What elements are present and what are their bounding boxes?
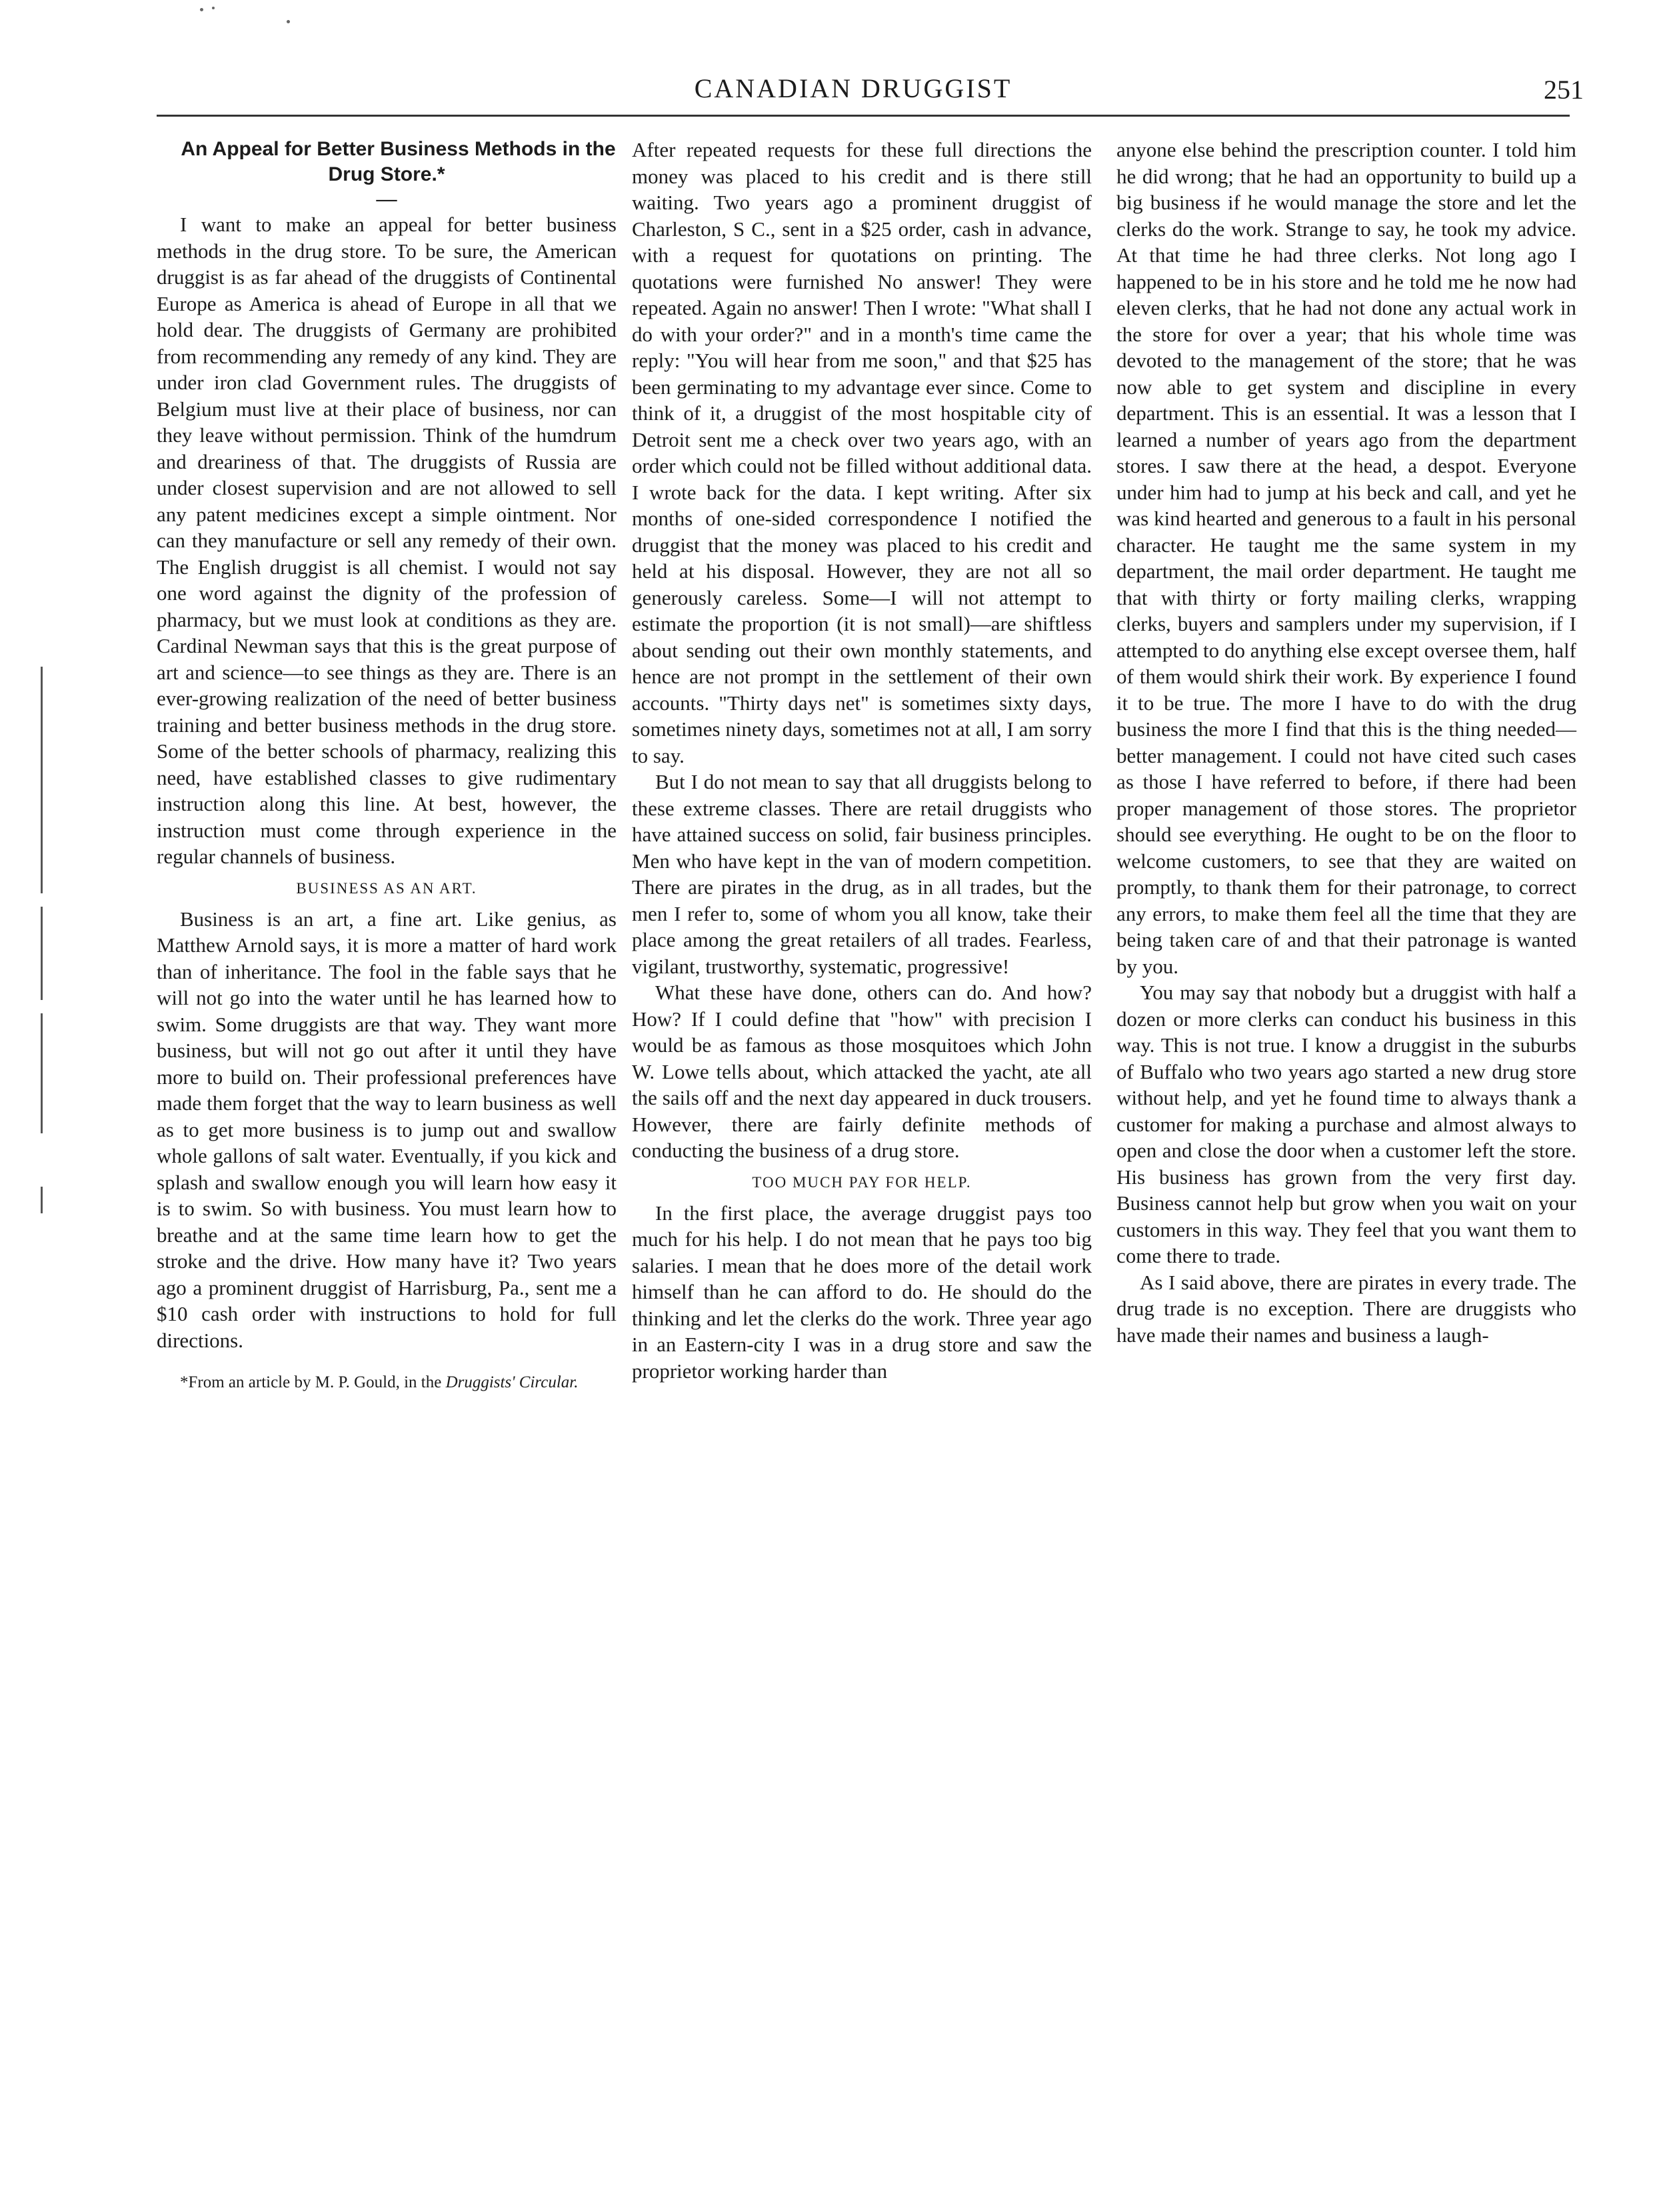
paragraph: But I do not mean to say that all druggists belong to these extreme classes. There are retail druggists who have attained success on solid, fair business principles. Men who have kept in the van of modern competition. There are pirates in the drug, as in all trades, but the men I refer to, some of whom you all know, take their place among the great retailers of all trades. Fearless, vigilant, trustworthy, systematic, progressive! — [632, 770, 1092, 978]
print-speck — [287, 20, 290, 23]
paragraph: You may say that nobody but a druggist with half a dozen or more clerks can conduct his business in this way. This is not true. I know a druggist in the suburbs of Buffalo who two years ago started a new drug store without help, and yet he found time to always thank a customer for making a purchase and almost always to open and close the door when a customer left the store. His business has grown from the very first day. Business cannot help but grow when you wait on your customers in this way. They feel that you want them to come there to trade. — [1116, 981, 1576, 1267]
column-3 — [1116, 137, 1576, 1348]
paragraph: anyone else behind the prescription counter. I told him he did wrong; that he had an opportunity to build up a big business if he would manage the store and let the clerks do the work. Strange to say, he took my advice. At that time he had three clerks. Not long ago I happened to be in his store and he told me he now had eleven clerks, that he had not done any actual work in the store for over a year; that his whole time was devoted to the management of the store; that he was now able to get system and discipline in every department. This is an essential. It was a lesson that I learned a number of years ago from the department stores. I saw there at the head, a despot. Everyone under him had to jump at his beck and call, and yet he was kind hearted and generous to a fault in his personal character. He taught me the same system in my department, the mail order department. He taught me that with thirty or forty mailing clerks, wrapping clerks, buyers and samplers under my supervision, if I attempted to do anything else except oversee them, half of them would shirk their work. By experience I found it to be true. The more I have to do with the drug business the more I find that this is the thing needed—better management. I could not have cited such cases as those I have referred to before, if there had been proper management of those stores. The proprietor should see everything. He ought to be on the floor to welcome customers, to see that they are waited on promptly, to thank them for their patronage, to correct any errors, to make them feel all the time that they are being taken care of and that their patronage is wanted by you. — [1116, 138, 1576, 978]
margin-bar — [41, 667, 43, 893]
print-speck — [200, 8, 203, 11]
header-rule — [157, 115, 1570, 117]
margin-bar — [41, 1013, 43, 1133]
paragraph: After repeated requests for these full directions the money was placed to his credit and is there still waiting. Two years ago a prominent druggist of Charleston, S C., sent in a $25 order, cash in advance, with a request for quotations on printing. The quotations were furnished No answer! They were repeated. Again no answer! Then I wrote: "What shall I do with your order?" and in a month's time came the reply: "You will hear from me soon," and that $25 has been germinating to my advantage ever since. Come to think of it, a druggist of the most hospitable city of Detroit sent me a check over two years ago, with an order which could not be filled without additional data. I wrote back for the data. I kept writing. After six months of one-sided correspondence I notified the druggist that the money was placed to his credit and held at his disposal. However, they are not all so generously careless. Some—I will not attempt to estimate the proportion (it is not small)—are shiftless about sending out their own monthly statements, and hence are not prompt in the settlement of their own accounts. "Thirty days net" is sometimes sixty days, sometimes ninety days, sometimes not at all, I am sorry to say. — [632, 138, 1092, 767]
paragraph: Business is an art, a fine art. Like genius, as Matthew Arnold says, it is more a matter of hard work than of inheritance. The fool in the fable says that he will not go into the water until he has learned how to swim. Some druggists are that way. They want more business, but will not go out after it until they have more to build on. Their professional preferences have made them forget that the way to learn business as well as to get more business is to jump out and swallow whole gallons of salt water. Eventually, if you kick and splash and swallow enough you will learn how easy it is to swim. So with business. You must learn how to breathe and at the same time learn how to get the stroke and the drive. How many have it? Two years ago a prominent druggist of Harrisburg, Pa., sent me a $10 cash order with instructions to hold for full directions. — [157, 907, 617, 1352]
section-subhead: TOO MUCH PAY FOR HELP. — [752, 1173, 972, 1191]
section-subhead: BUSINESS AS AN ART. — [296, 879, 477, 897]
margin-bar — [41, 1187, 43, 1213]
running-head: CANADIAN DRUGGIST — [694, 73, 1012, 103]
headline-dash: — — [376, 187, 397, 210]
article-headline: An Appeal for Better Business Methods in the Drug Store.* — [181, 138, 616, 185]
column-2 — [632, 137, 1092, 1384]
footnote — [157, 1372, 617, 1393]
footnote-source: Druggists' Circular. — [445, 1373, 579, 1391]
paragraph: In the first place, the average druggist pays too much for his help. I do not mean that he pays too big salaries. I mean that he does more of the detail work himself than he can afford to do. He should do the thinking and let the clerks do the work. Three year ago in an Eastern-city I was in a drug store and saw the proprietor working harder than — [632, 1201, 1092, 1383]
paragraph: As I said above, there are pirates in every trade. The drug trade is no exception. There are druggists who have made their names and business a laugh- — [1116, 1270, 1576, 1347]
footnote-text: *From an article by M. P. Gould, in the — [180, 1373, 442, 1391]
left-margin-marks — [37, 187, 50, 1987]
page-number: 251 — [1544, 75, 1584, 105]
paragraph: I want to make an appeal for better business methods in the drug store. To be sure, the American druggist is as far ahead of the druggists of Continental Europe as America is ahead of Europe in all that we hold dear. The druggists of Germany are prohibited from recommending any remedy of any kind. They are under iron clad Government rules. The druggists of Belgium must live at their place of business, nor can they leave without permission. Think of the humdrum and dreariness of that. The druggists of Russia are under closest supervision and are not allowed to sell any patent medicines except a simple ointment. Nor can they manufacture or sell any remedy of their own. The English druggist is all chemist. I would not say one word against the dignity of the profession of pharmacy, but we must look at conditions as they are. Cardinal Newman says that this is the great purpose of art and science—to see things as they are. There is an ever-growing realization of the need of better business training and better business methods in the drug store. Some of the better schools of pharmacy, realizing this need, have established classes to give rudimentary instruction along this line. At best, however, the instruction must come through experience in the regular channels of business. — [157, 213, 617, 868]
print-speck — [212, 7, 215, 9]
paragraph: What these have done, others can do. And how? How? If I could define that "how" with precision I would be as famous as those mosquitoes which John W. Lowe tells about, which attacked the yacht, ate all the sails off and the next day appeared in duck trousers. However, there are fairly definite methods of conducting the business of a drug store. — [632, 981, 1092, 1162]
column-1 — [157, 137, 617, 1393]
margin-bar — [41, 907, 43, 1000]
